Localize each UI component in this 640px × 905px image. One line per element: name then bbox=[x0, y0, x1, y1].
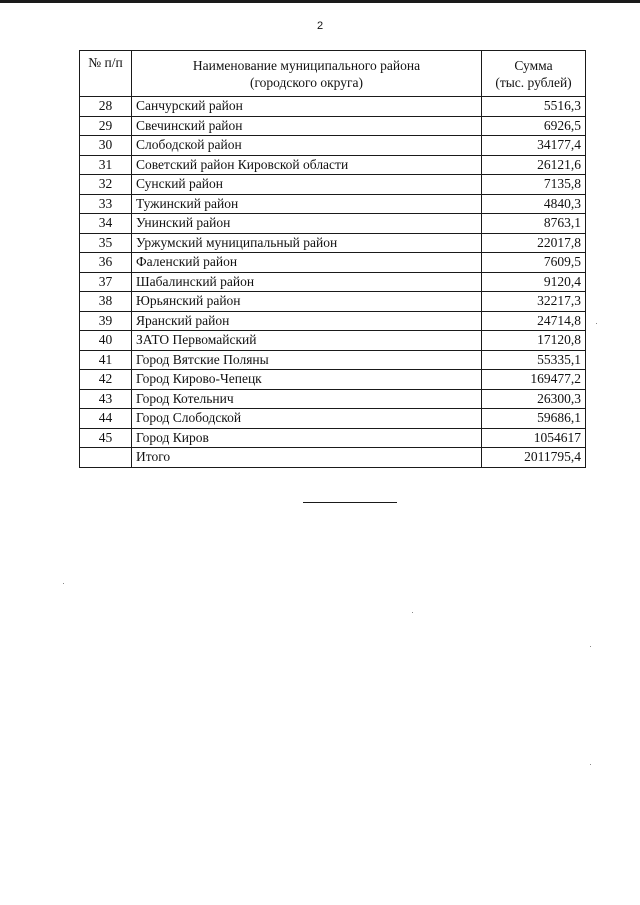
row-sum: 55335,1 bbox=[482, 350, 586, 370]
row-name: Санчурский район bbox=[132, 97, 482, 117]
row-name: Уржумский муниципальный район bbox=[132, 233, 482, 253]
row-name: Сунский район bbox=[132, 175, 482, 195]
scan-speck bbox=[596, 323, 597, 324]
row-number: 33 bbox=[80, 194, 132, 214]
row-number: 36 bbox=[80, 253, 132, 273]
table-row bbox=[80, 175, 586, 195]
row-sum: 26121,6 bbox=[482, 155, 586, 175]
row-sum: 5516,3 bbox=[482, 97, 586, 117]
row-name: Свечинский район bbox=[132, 116, 482, 136]
table-row bbox=[80, 389, 586, 409]
scan-speck bbox=[412, 612, 413, 613]
row-name: Шабалинский район bbox=[132, 272, 482, 292]
row-number: 29 bbox=[80, 116, 132, 136]
row-number: 41 bbox=[80, 350, 132, 370]
header-sum-line1: Сумма bbox=[514, 57, 553, 73]
row-number: 30 bbox=[80, 136, 132, 156]
row-sum: 32217,3 bbox=[482, 292, 586, 312]
row-number: 39 bbox=[80, 311, 132, 331]
row-name: ЗАТО Первомайский bbox=[132, 331, 482, 351]
header-sum bbox=[482, 51, 586, 97]
table-row bbox=[80, 331, 586, 351]
row-sum: 26300,3 bbox=[482, 389, 586, 409]
row-number: 35 bbox=[80, 233, 132, 253]
scan-speck bbox=[590, 764, 591, 765]
row-number: 44 bbox=[80, 409, 132, 429]
row-sum: 169477,2 bbox=[482, 370, 586, 390]
row-number: 42 bbox=[80, 370, 132, 390]
header-sum-line2: (тыс. рублей) bbox=[495, 74, 572, 90]
scan-speck bbox=[63, 583, 64, 584]
row-name: Советский район Кировской области bbox=[132, 155, 482, 175]
top-border-line bbox=[0, 0, 640, 3]
table-row bbox=[80, 409, 586, 429]
total-row bbox=[80, 448, 586, 468]
scan-speck bbox=[590, 646, 591, 647]
row-sum: 59686,1 bbox=[482, 409, 586, 429]
total-label: Итого bbox=[132, 448, 482, 468]
end-of-document-line bbox=[303, 502, 397, 503]
total-sum: 2011795,4 bbox=[482, 448, 586, 468]
row-name: Город Слободской bbox=[132, 409, 482, 429]
row-sum: 6926,5 bbox=[482, 116, 586, 136]
header-number bbox=[80, 51, 132, 97]
row-number: 34 bbox=[80, 214, 132, 234]
header-number-label: № п/п bbox=[88, 55, 123, 70]
row-number: 32 bbox=[80, 175, 132, 195]
row-sum: 8763,1 bbox=[482, 214, 586, 234]
row-sum: 22017,8 bbox=[482, 233, 586, 253]
table-row bbox=[80, 272, 586, 292]
row-sum: 7609,5 bbox=[482, 253, 586, 273]
row-name: Фаленский район bbox=[132, 253, 482, 273]
row-sum: 24714,8 bbox=[482, 311, 586, 331]
row-sum: 7135,8 bbox=[482, 175, 586, 195]
row-number: 31 bbox=[80, 155, 132, 175]
row-name: Яранский район bbox=[132, 311, 482, 331]
header-name-line2: (городского округа) bbox=[249, 74, 364, 90]
row-name: Город Вятские Поляны bbox=[132, 350, 482, 370]
row-name: Город Кирово-Чепецк bbox=[132, 370, 482, 390]
row-number: 43 bbox=[80, 389, 132, 409]
table-row bbox=[80, 233, 586, 253]
row-name: Слободской район bbox=[132, 136, 482, 156]
header-name bbox=[132, 51, 482, 97]
municipal-sums-table bbox=[79, 50, 586, 468]
table-row bbox=[80, 370, 586, 390]
row-sum: 17120,8 bbox=[482, 331, 586, 351]
row-number: 45 bbox=[80, 428, 132, 448]
header-row bbox=[80, 51, 586, 97]
table-row bbox=[80, 253, 586, 273]
header-name-line1: Наименование муниципального района bbox=[192, 57, 421, 73]
row-number: 28 bbox=[80, 97, 132, 117]
table-row bbox=[80, 350, 586, 370]
row-name: Город Котельнич bbox=[132, 389, 482, 409]
row-number: 40 bbox=[80, 331, 132, 351]
table-row bbox=[80, 214, 586, 234]
table-row bbox=[80, 116, 586, 136]
table-body bbox=[80, 97, 586, 468]
table-row bbox=[80, 194, 586, 214]
page-number: 2 bbox=[316, 20, 324, 32]
row-sum: 1054617 bbox=[482, 428, 586, 448]
table-row bbox=[80, 292, 586, 312]
row-sum: 34177,4 bbox=[482, 136, 586, 156]
table-row bbox=[80, 97, 586, 117]
row-name: Юрьянский район bbox=[132, 292, 482, 312]
table-row bbox=[80, 155, 586, 175]
row-sum: 4840,3 bbox=[482, 194, 586, 214]
table-row bbox=[80, 136, 586, 156]
table-row bbox=[80, 311, 586, 331]
row-sum: 9120,4 bbox=[482, 272, 586, 292]
table-header bbox=[80, 51, 586, 97]
row-number: 38 bbox=[80, 292, 132, 312]
table-row bbox=[80, 428, 586, 448]
row-name: Тужинский район bbox=[132, 194, 482, 214]
row-name: Унинский район bbox=[132, 214, 482, 234]
row-name: Город Киров bbox=[132, 428, 482, 448]
row-number: 37 bbox=[80, 272, 132, 292]
total-number bbox=[80, 448, 132, 468]
